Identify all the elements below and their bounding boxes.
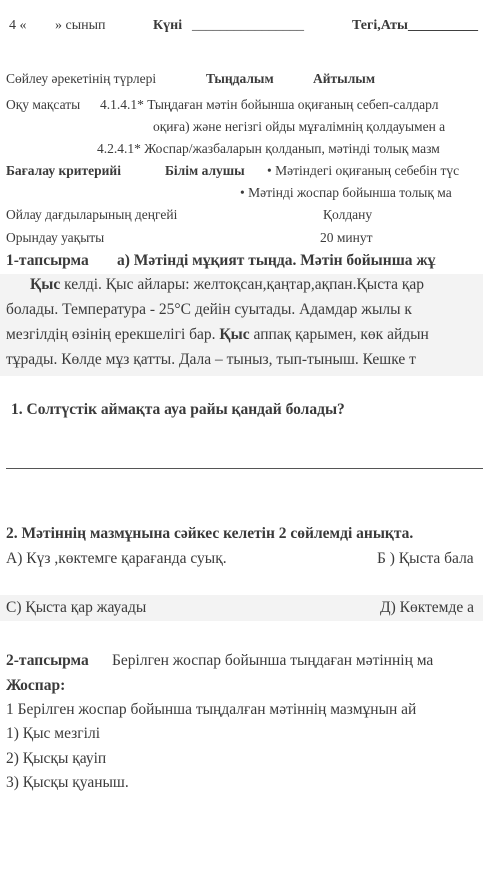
speech-types-label: Сөйлеу әрекетінің түрлері xyxy=(6,71,157,86)
passage-line-2: болады. Температура - 25°С дейін суытады. Адамдар жылы к xyxy=(6,301,412,318)
task2-instruction: Берілген жоспар бойынша тыңдаған мәтіннің ма xyxy=(112,652,434,669)
plan-item: 3) Қысқы қуаныш. xyxy=(6,774,129,791)
speech-type-listening: Тыңдалым xyxy=(206,71,274,86)
time-value: 20 минут xyxy=(320,230,373,245)
criteria-sub-label: Білім алушы xyxy=(165,163,245,178)
time-label: Орындау уақыты xyxy=(6,230,105,245)
option-d[interactable]: Д) Көктемде а xyxy=(380,599,475,616)
learning-goal-label: Оқу мақсаты xyxy=(6,97,81,112)
task1-title: 1-тапсырма xyxy=(6,252,89,269)
criteria-label: Бағалау критерийі xyxy=(6,163,121,178)
criteria-item-1: • Мәтіндегі оқиғаның себебін түс xyxy=(267,163,460,178)
passage-line-1: Қыс келді. Қыс айлары: желтоқсан,қаңтар,ақпан.Қыста қар xyxy=(30,276,424,293)
learning-goal-2: 4.2.4.1* Жоспар/жазбаларын қолданып, мәтінді толық мазм xyxy=(97,141,440,156)
criteria-item-2: • Мәтінді жоспар бойынша толық ма xyxy=(240,185,452,200)
plan-item: 2) Қысқы қауіп xyxy=(6,750,107,767)
answer-line[interactable] xyxy=(6,468,483,469)
task1-instruction: а) Мәтінді мұқият тыңда. Мәтін бойынша жұ xyxy=(117,252,436,269)
grade-label: 4 « xyxy=(9,18,27,33)
task2-title: 2-тапсырма xyxy=(6,652,89,669)
thinking-level-value: Қолдану xyxy=(323,207,373,222)
option-b[interactable]: Б ) Қыста бала xyxy=(377,550,474,567)
learning-goal-1-cont: оқиға) және негізгі ойды мұғалімнің қолдауымен а xyxy=(153,119,446,134)
passage-line-3: мезгілдің өзінің ерекшелігі бар. Қыс аппақ қарымен, көк айдын xyxy=(6,326,429,343)
grade-suffix: » сынып xyxy=(55,18,106,33)
question-2: 2. Мәтіннің мазмұнына сәйкес келетін 2 сөйлемді анықта. xyxy=(6,525,414,542)
plan-intro: 1 Берілген жоспар бойынша тыңдалған мәтіннің мазмұнын ай xyxy=(6,701,417,718)
plan-item: 1) Қыс мезгілі xyxy=(6,725,100,742)
day-blank: ________________ xyxy=(192,18,304,33)
learning-goal-1: 4.1.4.1* Тыңдаған мәтін бойынша оқиғаның себеп-салдарл xyxy=(100,97,439,112)
passage-line-4: тұрады. Көлде мұз қатты. Дала – тыныз, тып-тыныш. Кешке т xyxy=(6,351,416,368)
option-a[interactable]: А) Күз ,көктемге қарағанда суық. xyxy=(6,550,227,567)
name-label: Тегі,Аты__________ xyxy=(352,18,478,33)
thinking-level-label: Ойлау дағдыларының деңгейі xyxy=(6,207,178,222)
day-label: Күні xyxy=(153,18,183,33)
plan-label: Жоспар: xyxy=(6,677,66,694)
option-c[interactable]: С) Қыста қар жауады xyxy=(6,599,147,616)
speech-type-speaking: Айтылым xyxy=(313,71,376,86)
question-1: 1. Солтүстік аймақта ауа райы қандай болады? xyxy=(11,401,345,418)
